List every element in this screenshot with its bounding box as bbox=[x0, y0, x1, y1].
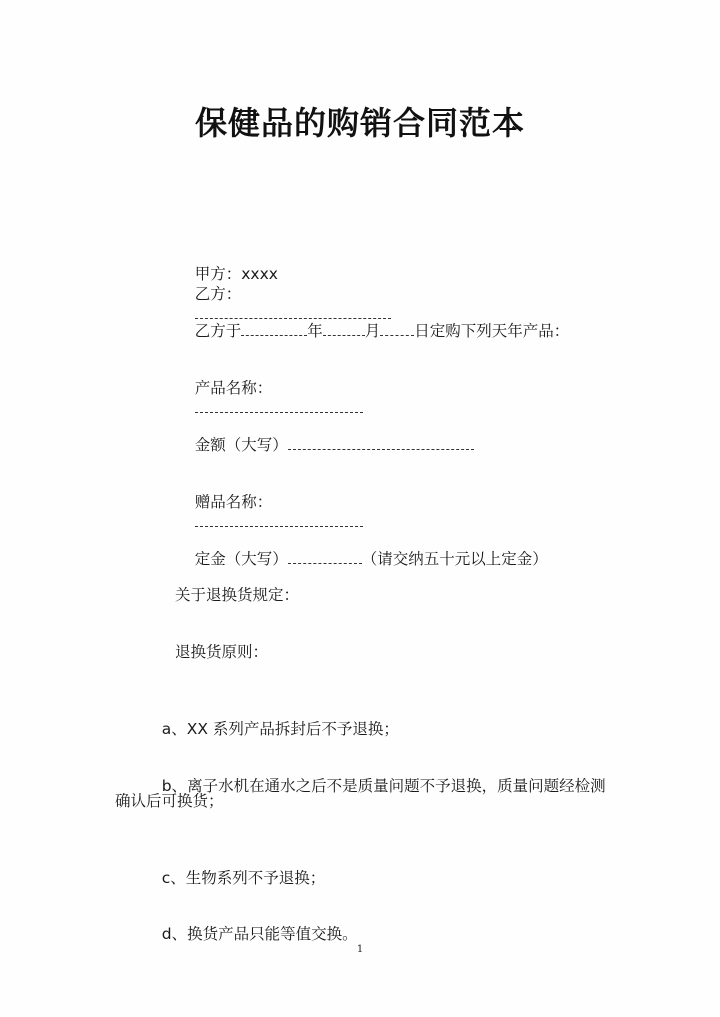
gift-name-blank[interactable] bbox=[195, 512, 363, 527]
return-rules-heading: 关于退换货规定： bbox=[175, 586, 300, 604]
purchase-date-line bbox=[175, 301, 569, 361]
amount-line bbox=[175, 415, 474, 475]
rule-item-c bbox=[142, 848, 325, 908]
purchase-suffix: 日定购下列天年产品： bbox=[414, 322, 570, 340]
page-number: 1 bbox=[356, 944, 364, 955]
product-name-label: 产品名称： bbox=[194, 379, 273, 397]
month-blank[interactable] bbox=[323, 321, 365, 336]
deposit-line bbox=[175, 529, 548, 589]
month-label: 月 bbox=[364, 322, 381, 340]
year-label: 年 bbox=[307, 322, 323, 340]
rule-text: 离子水机在通水之后不是质量问题不予退换，质量问题经检测 bbox=[187, 777, 606, 795]
rule-marker: c、 bbox=[161, 869, 186, 887]
rule-marker: d、 bbox=[161, 925, 188, 943]
rule-text: 生物系列不予退换； bbox=[185, 869, 326, 887]
rule-text: 换货产品只能等值交换。 bbox=[187, 925, 358, 943]
document-title: 保健品的购销合同范本 bbox=[194, 104, 525, 142]
rule-text: XX 系列产品拆封后不予退换； bbox=[186, 720, 399, 738]
deposit-blank[interactable] bbox=[288, 549, 362, 564]
purchase-prefix: 乙方于 bbox=[194, 322, 242, 340]
rule-item-d bbox=[142, 904, 358, 964]
rule-marker: a、 bbox=[161, 720, 187, 738]
party-b-label: 乙方： bbox=[194, 285, 242, 303]
deposit-label: 定金（大写） bbox=[194, 550, 288, 568]
amount-label: 金额（大写） bbox=[194, 436, 288, 454]
year-blank[interactable] bbox=[241, 321, 307, 336]
rule-item-a bbox=[142, 699, 399, 759]
product-name-blank[interactable] bbox=[195, 398, 363, 413]
rule-item-b-continuation: 确认后可换货； bbox=[115, 792, 224, 810]
party-a-label: 甲方：xxxx bbox=[194, 265, 278, 283]
gift-name-label: 赠品名称： bbox=[194, 493, 273, 511]
deposit-note: （请交纳五十元以上定金） bbox=[361, 550, 548, 568]
return-principles-heading: 退换货原则： bbox=[175, 643, 269, 661]
day-blank[interactable] bbox=[380, 321, 414, 336]
amount-blank[interactable] bbox=[288, 435, 474, 450]
rule-marker: b、 bbox=[161, 777, 188, 795]
